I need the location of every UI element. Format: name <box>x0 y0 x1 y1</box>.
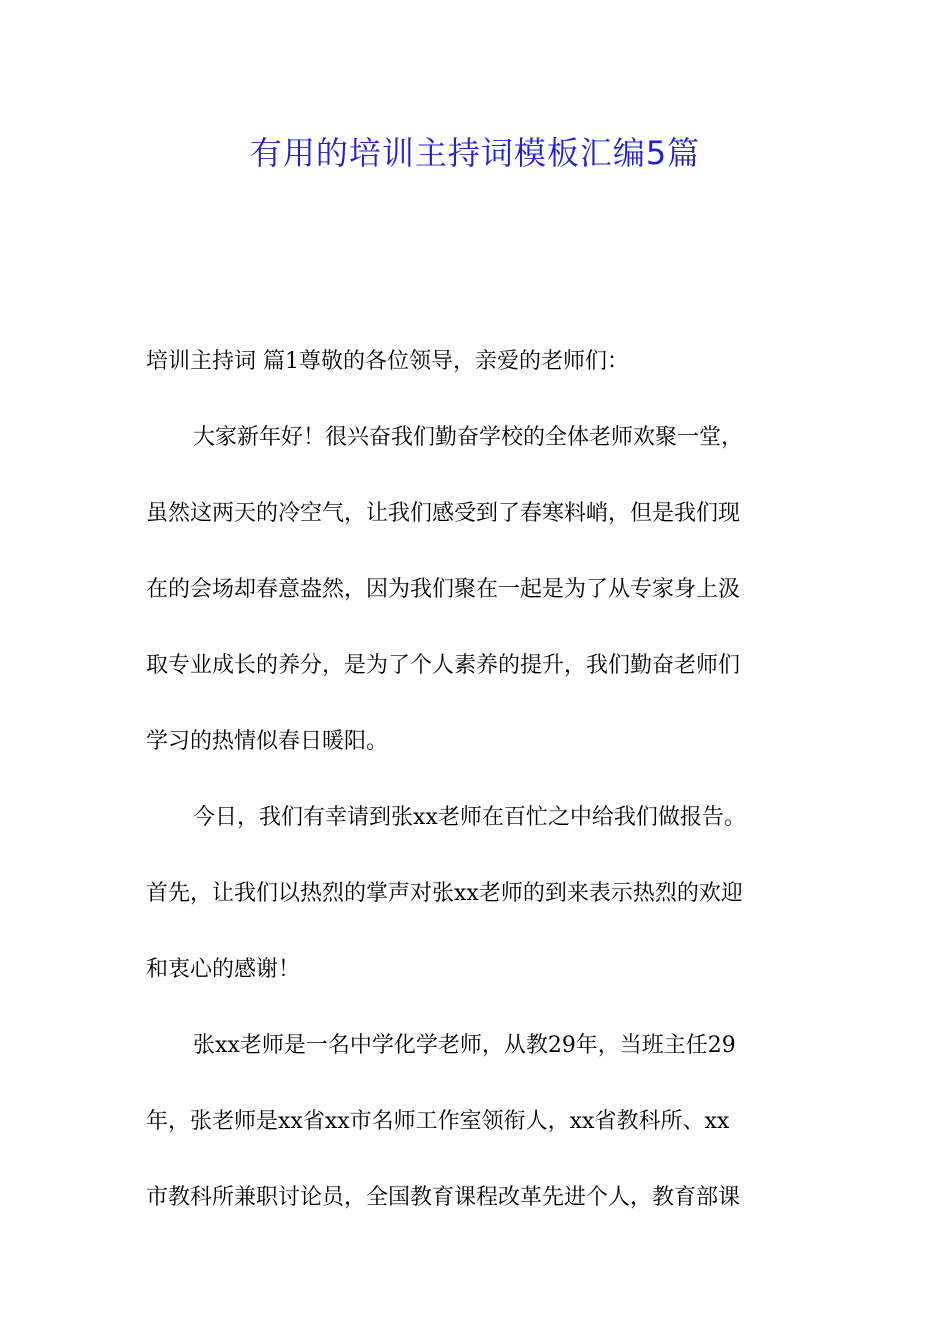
text-line-11: 年，张老师是xx省xx市名师工作室领衔人，xx省教科所、xx <box>146 1109 730 1134</box>
text-line-10: 张xx老师是一名中学化学老师，从教29年，当班主任29 <box>193 1033 736 1058</box>
text-line-4: 在的会场却春意盎然，因为我们聚在一起是为了从专家身上汲 <box>146 577 741 602</box>
text-line-7: 今日，我们有幸请到张xx老师在百忙之中给我们做报告。 <box>193 805 746 830</box>
text-line-3: 虽然这两天的冷空气，让我们感受到了春寒料峭，但是我们现 <box>146 501 741 526</box>
document-title: 有用的培训主持词模板汇编5篇 <box>249 134 701 172</box>
text-line-6: 学习的热情似春日暖阳。 <box>146 729 389 754</box>
document-body <box>146 338 806 1250</box>
text-line-9: 和衷心的感谢！ <box>146 957 301 982</box>
text-line-2: 大家新年好！很兴奋我们勤奋学校的全体老师欢聚一堂， <box>193 425 744 450</box>
text-line-12: 市教科所兼职讨论员，全国教育课程改革先进个人，教育部课 <box>146 1185 741 1210</box>
text-line-5: 取专业成长的养分，是为了个人素养的提升，我们勤奋老师们 <box>146 653 741 678</box>
text-line-8: 首先，让我们以热烈的掌声对张xx老师的到来表示热烈的欢迎 <box>146 881 743 906</box>
text-line-1: 培训主持词 篇1尊敬的各位领导，亲爱的老师们： <box>146 349 629 374</box>
